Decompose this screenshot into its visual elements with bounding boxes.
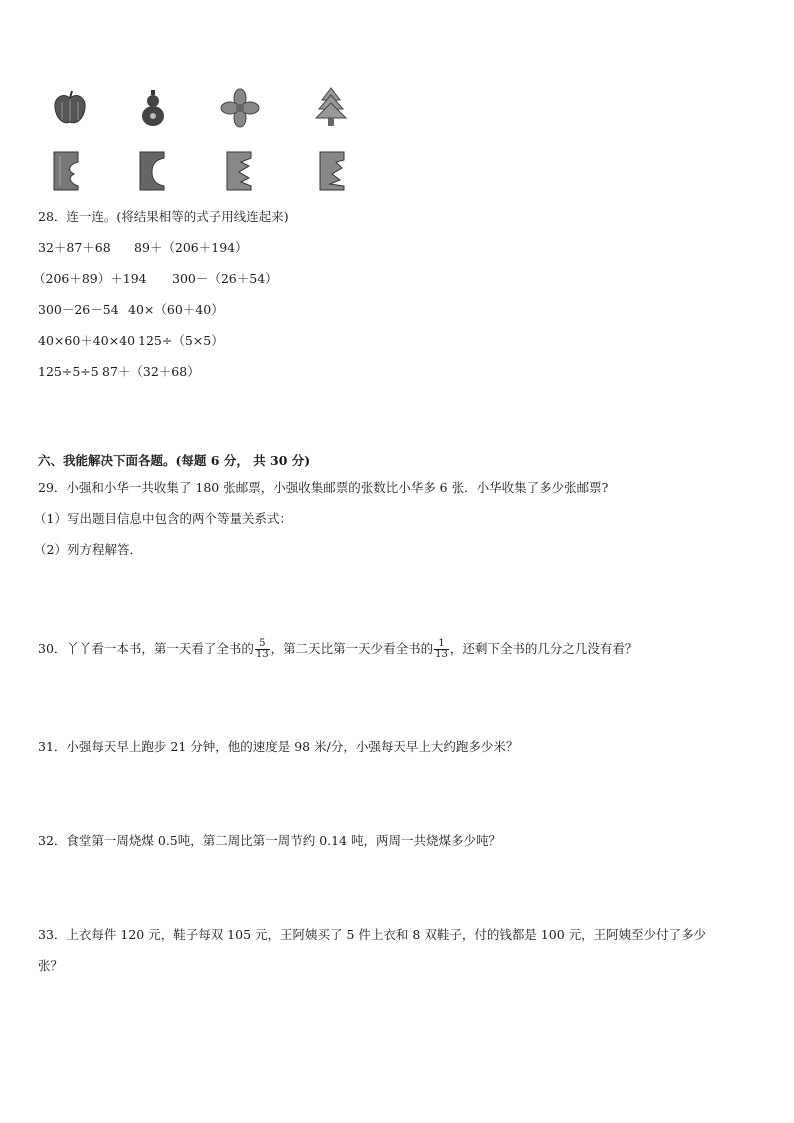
question-30-part2: ，第二天比第一天少看全书的 [270,641,434,656]
question-30-part1: 30．丫丫看一本书，第一天看了全书的 [38,641,254,656]
expression-right-3: 40×（60＋40） [128,302,224,317]
flower-picture [220,88,260,128]
question-29-sub1: （1）写出题目信息中包含的两个等量关系式： [34,511,292,526]
expression-right-5: 87＋（32＋68） [102,364,200,379]
apple-picture [50,88,90,128]
question-32-text: 32．食堂第一周烧煤 0.5吨，第二周比第一周节约 0.14 吨，两周一共烧煤多少吨？ [38,833,502,848]
question-29-text: 29．小强和小华一共收集了 180 张邮票，小强收集邮票的张数比小华多 6 张．小华收集了多少张邮票? [38,480,609,495]
expression-left-1: 32＋87＋68 [38,240,111,255]
expression-right-2: 300－（26＋54） [172,271,278,286]
question-33-line1: 33．上衣每件 120 元，鞋子每双 105 元，王阿姨买了 5 件上衣和 8 双鞋子，付的钱都是 100 元，王阿姨至少付了多少 [38,927,707,942]
expression-right-1: 89＋（206＋194） [134,240,248,255]
question-29-sub2: （2）列方程解答． [34,542,142,557]
expression-right-4: 125÷（5×5） [138,333,224,348]
expression-left-5: 125÷5÷5 [38,364,99,379]
section-6-heading: 六、我能解决下面各题。(每题 6 分， 共 30 分) [38,453,311,468]
question-31-text: 31．小强每天早上跑步 21 分钟，他的速度是 98 米/分，小强每天早上大约跑多少米？ [38,739,519,754]
fraction-1-13: $\frac{1}{13}$ [435,638,448,660]
half-shape-3-picture [225,150,255,192]
fraction-5-13: $\frac{5}{13}$ [255,638,269,660]
question-30-part3: ，还剩下全书的几分之几没有看？ [449,641,638,656]
question-30-text [38,638,637,660]
tree-picture [314,86,348,128]
half-shape-4-picture [318,150,348,192]
expression-left-2: （206＋89）＋194 [33,271,147,286]
half-shape-2-picture [138,150,168,192]
expression-left-4: 40×60＋40×40 [38,333,136,348]
expression-left-3: 300－26－54 [38,302,119,317]
half-shape-1-picture [52,150,82,192]
question-33-line2: 张？ [38,958,64,973]
question-28-title: 28．连一连。(将结果相等的式子用线连起来) [38,209,289,224]
gourd-picture [138,88,168,128]
